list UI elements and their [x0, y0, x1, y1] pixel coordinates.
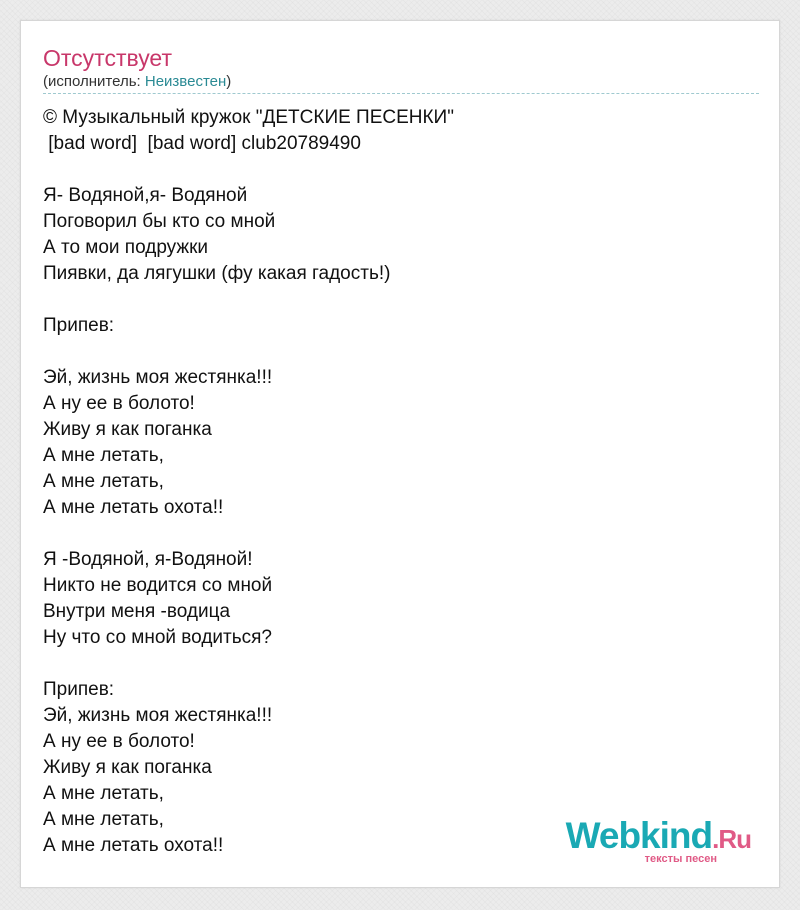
- logo-domain: .Ru: [712, 824, 751, 854]
- divider: [43, 93, 759, 94]
- artist-prefix: (исполнитель:: [43, 73, 145, 90]
- logo-wordmark: [565, 815, 751, 857]
- artist-link[interactable]: Неизвестен: [144, 73, 227, 90]
- lyrics-text: © Музыкальный кружок "ДЕТСКИЕ ПЕСЕНКИ" [bad word] [bad word] club20789490 Я- Водяной,я- Водяной Поговорил бы кто со мной А то мои подружки Пиявки, да лягушки (фу какая гадость!) Припев: Эй, жизнь моя жестянка!!! А ну ее в болото! Живу я как поганка А мне летать, А мне летать, А мне летать охота!! Я -Водяной, я-Водяной! Никто не водится со мной Внутри меня -водица Ну что со мной водиться? Припев: Эй, жизнь моя жестянка!!! А ну ее в болото! Живу я как поганка А мне летать, А мне летать, А мне летать охота!!: [43, 107, 454, 856]
- artist-suffix: ): [226, 73, 232, 90]
- song-title: Отсутствует: [43, 45, 172, 71]
- logo-main-text: Webkind: [565, 815, 713, 856]
- lyrics-card: [20, 20, 780, 888]
- artist-line: [43, 73, 231, 91]
- site-logo[interactable]: [565, 815, 751, 865]
- logo-tagline: тексты песен: [644, 853, 717, 865]
